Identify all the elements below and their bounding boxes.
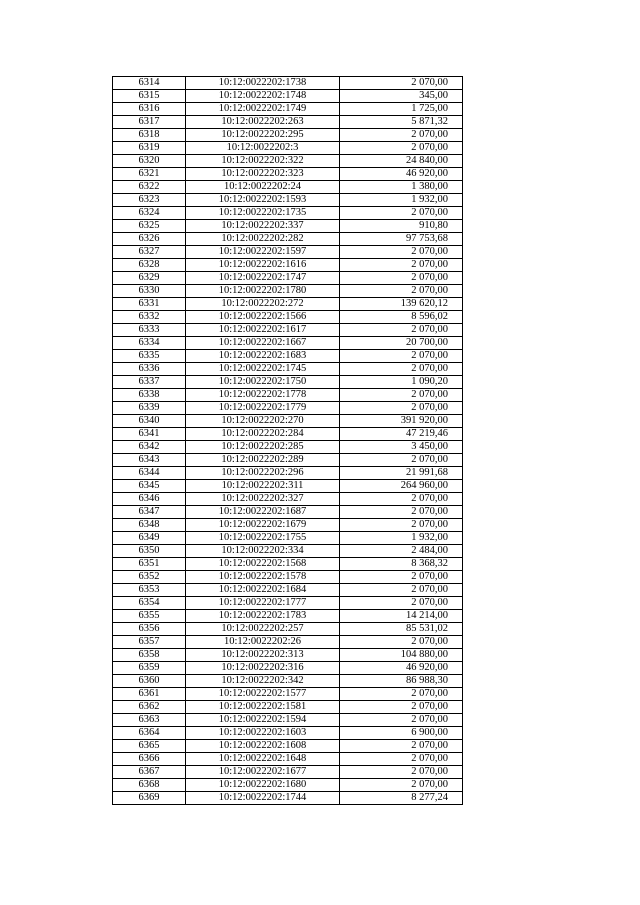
cadastral-number-cell: 10:12:0022202:272 [186, 298, 340, 311]
amount-cell: 2 070,00 [340, 402, 463, 415]
table-row [113, 584, 463, 597]
row-number-cell: 6351 [113, 558, 186, 571]
row-number-cell: 6330 [113, 285, 186, 298]
row-number-cell: 6344 [113, 467, 186, 480]
amount-cell: 2 070,00 [340, 142, 463, 155]
amount-cell: 2 070,00 [340, 740, 463, 753]
row-number-cell: 6315 [113, 90, 186, 103]
cadastral-number-cell: 10:12:0022202:285 [186, 441, 340, 454]
table-row [113, 376, 463, 389]
row-number-cell: 6365 [113, 740, 186, 753]
cadastral-number-cell: 10:12:0022202:1577 [186, 688, 340, 701]
amount-cell: 2 070,00 [340, 77, 463, 90]
cadastral-number-cell: 10:12:0022202:1749 [186, 103, 340, 116]
cadastral-number-cell: 10:12:0022202:1568 [186, 558, 340, 571]
row-number-cell: 6342 [113, 441, 186, 454]
amount-cell: 20 700,00 [340, 337, 463, 350]
cadastral-number-cell: 10:12:0022202:1667 [186, 337, 340, 350]
cadastral-number-cell: 10:12:0022202:1578 [186, 571, 340, 584]
amount-cell: 2 070,00 [340, 259, 463, 272]
table-row [113, 337, 463, 350]
amount-cell: 46 920,00 [340, 662, 463, 675]
amount-cell: 2 070,00 [340, 688, 463, 701]
amount-cell: 2 070,00 [340, 753, 463, 766]
row-number-cell: 6317 [113, 116, 186, 129]
table-row [113, 233, 463, 246]
table-row [113, 714, 463, 727]
cadastral-number-cell: 10:12:0022202:263 [186, 116, 340, 129]
row-number-cell: 6350 [113, 545, 186, 558]
table-row [113, 168, 463, 181]
row-number-cell: 6335 [113, 350, 186, 363]
amount-cell: 1 932,00 [340, 532, 463, 545]
cadastral-number-cell: 10:12:0022202:1745 [186, 363, 340, 376]
data-table [112, 76, 463, 805]
row-number-cell: 6349 [113, 532, 186, 545]
table-row [113, 727, 463, 740]
row-number-cell: 6345 [113, 480, 186, 493]
cadastral-number-cell: 10:12:0022202:1780 [186, 285, 340, 298]
table-row [113, 558, 463, 571]
row-number-cell: 6334 [113, 337, 186, 350]
table-row [113, 311, 463, 324]
table-row [113, 571, 463, 584]
cadastral-number-cell: 10:12:0022202:342 [186, 675, 340, 688]
cadastral-number-cell: 10:12:0022202:337 [186, 220, 340, 233]
amount-cell: 6 900,00 [340, 727, 463, 740]
table-row [113, 428, 463, 441]
cadastral-number-cell: 10:12:0022202:1747 [186, 272, 340, 285]
amount-cell: 2 070,00 [340, 493, 463, 506]
cadastral-number-cell: 10:12:0022202:316 [186, 662, 340, 675]
row-number-cell: 6360 [113, 675, 186, 688]
table-row [113, 181, 463, 194]
amount-cell: 2 070,00 [340, 714, 463, 727]
cadastral-number-cell: 10:12:0022202:1738 [186, 77, 340, 90]
table-row [113, 259, 463, 272]
table-row [113, 493, 463, 506]
amount-cell: 47 219,46 [340, 428, 463, 441]
table-row [113, 90, 463, 103]
amount-cell: 2 070,00 [340, 350, 463, 363]
cadastral-number-cell: 10:12:0022202:1581 [186, 701, 340, 714]
table-row [113, 519, 463, 532]
amount-cell: 14 214,00 [340, 610, 463, 623]
amount-cell: 3 450,00 [340, 441, 463, 454]
row-number-cell: 6358 [113, 649, 186, 662]
cadastral-number-cell: 10:12:0022202:295 [186, 129, 340, 142]
cadastral-number-cell: 10:12:0022202:1778 [186, 389, 340, 402]
amount-cell: 8 277,24 [340, 792, 463, 805]
row-number-cell: 6325 [113, 220, 186, 233]
cadastral-number-cell: 10:12:0022202:3 [186, 142, 340, 155]
amount-cell: 2 070,00 [340, 285, 463, 298]
row-number-cell: 6362 [113, 701, 186, 714]
table-row [113, 532, 463, 545]
cadastral-number-cell: 10:12:0022202:1680 [186, 779, 340, 792]
amount-cell: 2 070,00 [340, 779, 463, 792]
cadastral-number-cell: 10:12:0022202:1779 [186, 402, 340, 415]
table-row [113, 402, 463, 415]
amount-cell: 2 070,00 [340, 571, 463, 584]
table-row [113, 649, 463, 662]
table-row [113, 480, 463, 493]
table-row [113, 675, 463, 688]
row-number-cell: 6341 [113, 428, 186, 441]
table-row [113, 610, 463, 623]
row-number-cell: 6369 [113, 792, 186, 805]
table-row [113, 116, 463, 129]
cadastral-number-cell: 10:12:0022202:311 [186, 480, 340, 493]
amount-cell: 2 484,00 [340, 545, 463, 558]
cadastral-number-cell: 10:12:0022202:26 [186, 636, 340, 649]
row-number-cell: 6320 [113, 155, 186, 168]
table-row [113, 285, 463, 298]
table-row [113, 220, 463, 233]
row-number-cell: 6347 [113, 506, 186, 519]
table-row [113, 363, 463, 376]
cadastral-number-cell: 10:12:0022202:1783 [186, 610, 340, 623]
table-body [113, 77, 463, 805]
amount-cell: 8 368,32 [340, 558, 463, 571]
row-number-cell: 6326 [113, 233, 186, 246]
cadastral-number-cell: 10:12:0022202:1684 [186, 584, 340, 597]
cadastral-number-cell: 10:12:0022202:282 [186, 233, 340, 246]
amount-cell: 2 070,00 [340, 272, 463, 285]
table-row [113, 389, 463, 402]
amount-cell: 86 988,30 [340, 675, 463, 688]
table-row [113, 272, 463, 285]
amount-cell: 2 070,00 [340, 506, 463, 519]
table-row [113, 766, 463, 779]
row-number-cell: 6319 [113, 142, 186, 155]
row-number-cell: 6316 [113, 103, 186, 116]
amount-cell: 2 070,00 [340, 597, 463, 610]
row-number-cell: 6367 [113, 766, 186, 779]
amount-cell: 910,80 [340, 220, 463, 233]
row-number-cell: 6331 [113, 298, 186, 311]
row-number-cell: 6322 [113, 181, 186, 194]
row-number-cell: 6353 [113, 584, 186, 597]
cadastral-number-cell: 10:12:0022202:1597 [186, 246, 340, 259]
table-row [113, 545, 463, 558]
table-row [113, 701, 463, 714]
cadastral-number-cell: 10:12:0022202:1683 [186, 350, 340, 363]
amount-cell: 24 840,00 [340, 155, 463, 168]
table-row [113, 740, 463, 753]
row-number-cell: 6314 [113, 77, 186, 90]
table-row [113, 298, 463, 311]
cadastral-number-cell: 10:12:0022202:1593 [186, 194, 340, 207]
row-number-cell: 6340 [113, 415, 186, 428]
amount-cell: 97 753,68 [340, 233, 463, 246]
row-number-cell: 6354 [113, 597, 186, 610]
table-row [113, 636, 463, 649]
table-row [113, 103, 463, 116]
amount-cell: 8 596,02 [340, 311, 463, 324]
row-number-cell: 6364 [113, 727, 186, 740]
amount-cell: 1 932,00 [340, 194, 463, 207]
row-number-cell: 6323 [113, 194, 186, 207]
row-number-cell: 6352 [113, 571, 186, 584]
cadastral-number-cell: 10:12:0022202:289 [186, 454, 340, 467]
amount-cell: 2 070,00 [340, 129, 463, 142]
cadastral-number-cell: 10:12:0022202:334 [186, 545, 340, 558]
cadastral-number-cell: 10:12:0022202:1566 [186, 311, 340, 324]
amount-cell: 2 070,00 [340, 454, 463, 467]
cadastral-number-cell: 10:12:0022202:1750 [186, 376, 340, 389]
table-row [113, 77, 463, 90]
amount-cell: 2 070,00 [340, 207, 463, 220]
amount-cell: 139 620,12 [340, 298, 463, 311]
table-row [113, 688, 463, 701]
cadastral-number-cell: 10:12:0022202:313 [186, 649, 340, 662]
amount-cell: 2 070,00 [340, 701, 463, 714]
table-row [113, 792, 463, 805]
amount-cell: 2 070,00 [340, 636, 463, 649]
amount-cell: 46 920,00 [340, 168, 463, 181]
amount-cell: 1 725,00 [340, 103, 463, 116]
row-number-cell: 6327 [113, 246, 186, 259]
cadastral-number-cell: 10:12:0022202:1594 [186, 714, 340, 727]
cadastral-number-cell: 10:12:0022202:284 [186, 428, 340, 441]
cadastral-number-cell: 10:12:0022202:327 [186, 493, 340, 506]
row-number-cell: 6336 [113, 363, 186, 376]
cadastral-number-cell: 10:12:0022202:270 [186, 415, 340, 428]
amount-cell: 2 070,00 [340, 519, 463, 532]
table-row [113, 155, 463, 168]
amount-cell: 104 880,00 [340, 649, 463, 662]
cadastral-number-cell: 10:12:0022202:1616 [186, 259, 340, 272]
cadastral-number-cell: 10:12:0022202:1687 [186, 506, 340, 519]
amount-cell: 1 380,00 [340, 181, 463, 194]
row-number-cell: 6338 [113, 389, 186, 402]
row-number-cell: 6332 [113, 311, 186, 324]
amount-cell: 2 070,00 [340, 766, 463, 779]
row-number-cell: 6363 [113, 714, 186, 727]
amount-cell: 264 960,00 [340, 480, 463, 493]
amount-cell: 391 920,00 [340, 415, 463, 428]
cadastral-number-cell: 10:12:0022202:1735 [186, 207, 340, 220]
table-row [113, 467, 463, 480]
amount-cell: 345,00 [340, 90, 463, 103]
amount-cell: 1 090,20 [340, 376, 463, 389]
row-number-cell: 6355 [113, 610, 186, 623]
cadastral-number-cell: 10:12:0022202:24 [186, 181, 340, 194]
row-number-cell: 6318 [113, 129, 186, 142]
table-row [113, 597, 463, 610]
table-row [113, 506, 463, 519]
table-row [113, 129, 463, 142]
cadastral-number-cell: 10:12:0022202:323 [186, 168, 340, 181]
amount-cell: 5 871,32 [340, 116, 463, 129]
table-row [113, 454, 463, 467]
row-number-cell: 6359 [113, 662, 186, 675]
row-number-cell: 6324 [113, 207, 186, 220]
table-row [113, 662, 463, 675]
row-number-cell: 6368 [113, 779, 186, 792]
cadastral-number-cell: 10:12:0022202:296 [186, 467, 340, 480]
row-number-cell: 6357 [113, 636, 186, 649]
table-row [113, 441, 463, 454]
row-number-cell: 6337 [113, 376, 186, 389]
amount-cell: 2 070,00 [340, 363, 463, 376]
table-row [113, 207, 463, 220]
row-number-cell: 6328 [113, 259, 186, 272]
cadastral-number-cell: 10:12:0022202:1777 [186, 597, 340, 610]
table-row [113, 415, 463, 428]
amount-cell: 2 070,00 [340, 584, 463, 597]
table-row [113, 194, 463, 207]
cadastral-number-cell: 10:12:0022202:1603 [186, 727, 340, 740]
row-number-cell: 6343 [113, 454, 186, 467]
table-row [113, 623, 463, 636]
row-number-cell: 6321 [113, 168, 186, 181]
cadastral-number-cell: 10:12:0022202:257 [186, 623, 340, 636]
table-row [113, 779, 463, 792]
row-number-cell: 6366 [113, 753, 186, 766]
cadastral-number-cell: 10:12:0022202:1744 [186, 792, 340, 805]
table-row [113, 142, 463, 155]
row-number-cell: 6346 [113, 493, 186, 506]
row-number-cell: 6361 [113, 688, 186, 701]
amount-cell: 2 070,00 [340, 389, 463, 402]
cadastral-number-cell: 10:12:0022202:1648 [186, 753, 340, 766]
table-row [113, 246, 463, 259]
amount-cell: 2 070,00 [340, 246, 463, 259]
row-number-cell: 6348 [113, 519, 186, 532]
cadastral-number-cell: 10:12:0022202:1608 [186, 740, 340, 753]
amount-cell: 21 991,68 [340, 467, 463, 480]
row-number-cell: 6329 [113, 272, 186, 285]
table-row [113, 324, 463, 337]
table-row [113, 350, 463, 363]
amount-cell: 2 070,00 [340, 324, 463, 337]
row-number-cell: 6339 [113, 402, 186, 415]
row-number-cell: 6333 [113, 324, 186, 337]
cadastral-number-cell: 10:12:0022202:1755 [186, 532, 340, 545]
cadastral-number-cell: 10:12:0022202:1677 [186, 766, 340, 779]
amount-cell: 85 531,02 [340, 623, 463, 636]
cadastral-number-cell: 10:12:0022202:1679 [186, 519, 340, 532]
row-number-cell: 6356 [113, 623, 186, 636]
table-row [113, 753, 463, 766]
cadastral-number-cell: 10:12:0022202:322 [186, 155, 340, 168]
cadastral-number-cell: 10:12:0022202:1748 [186, 90, 340, 103]
cadastral-number-cell: 10:12:0022202:1617 [186, 324, 340, 337]
